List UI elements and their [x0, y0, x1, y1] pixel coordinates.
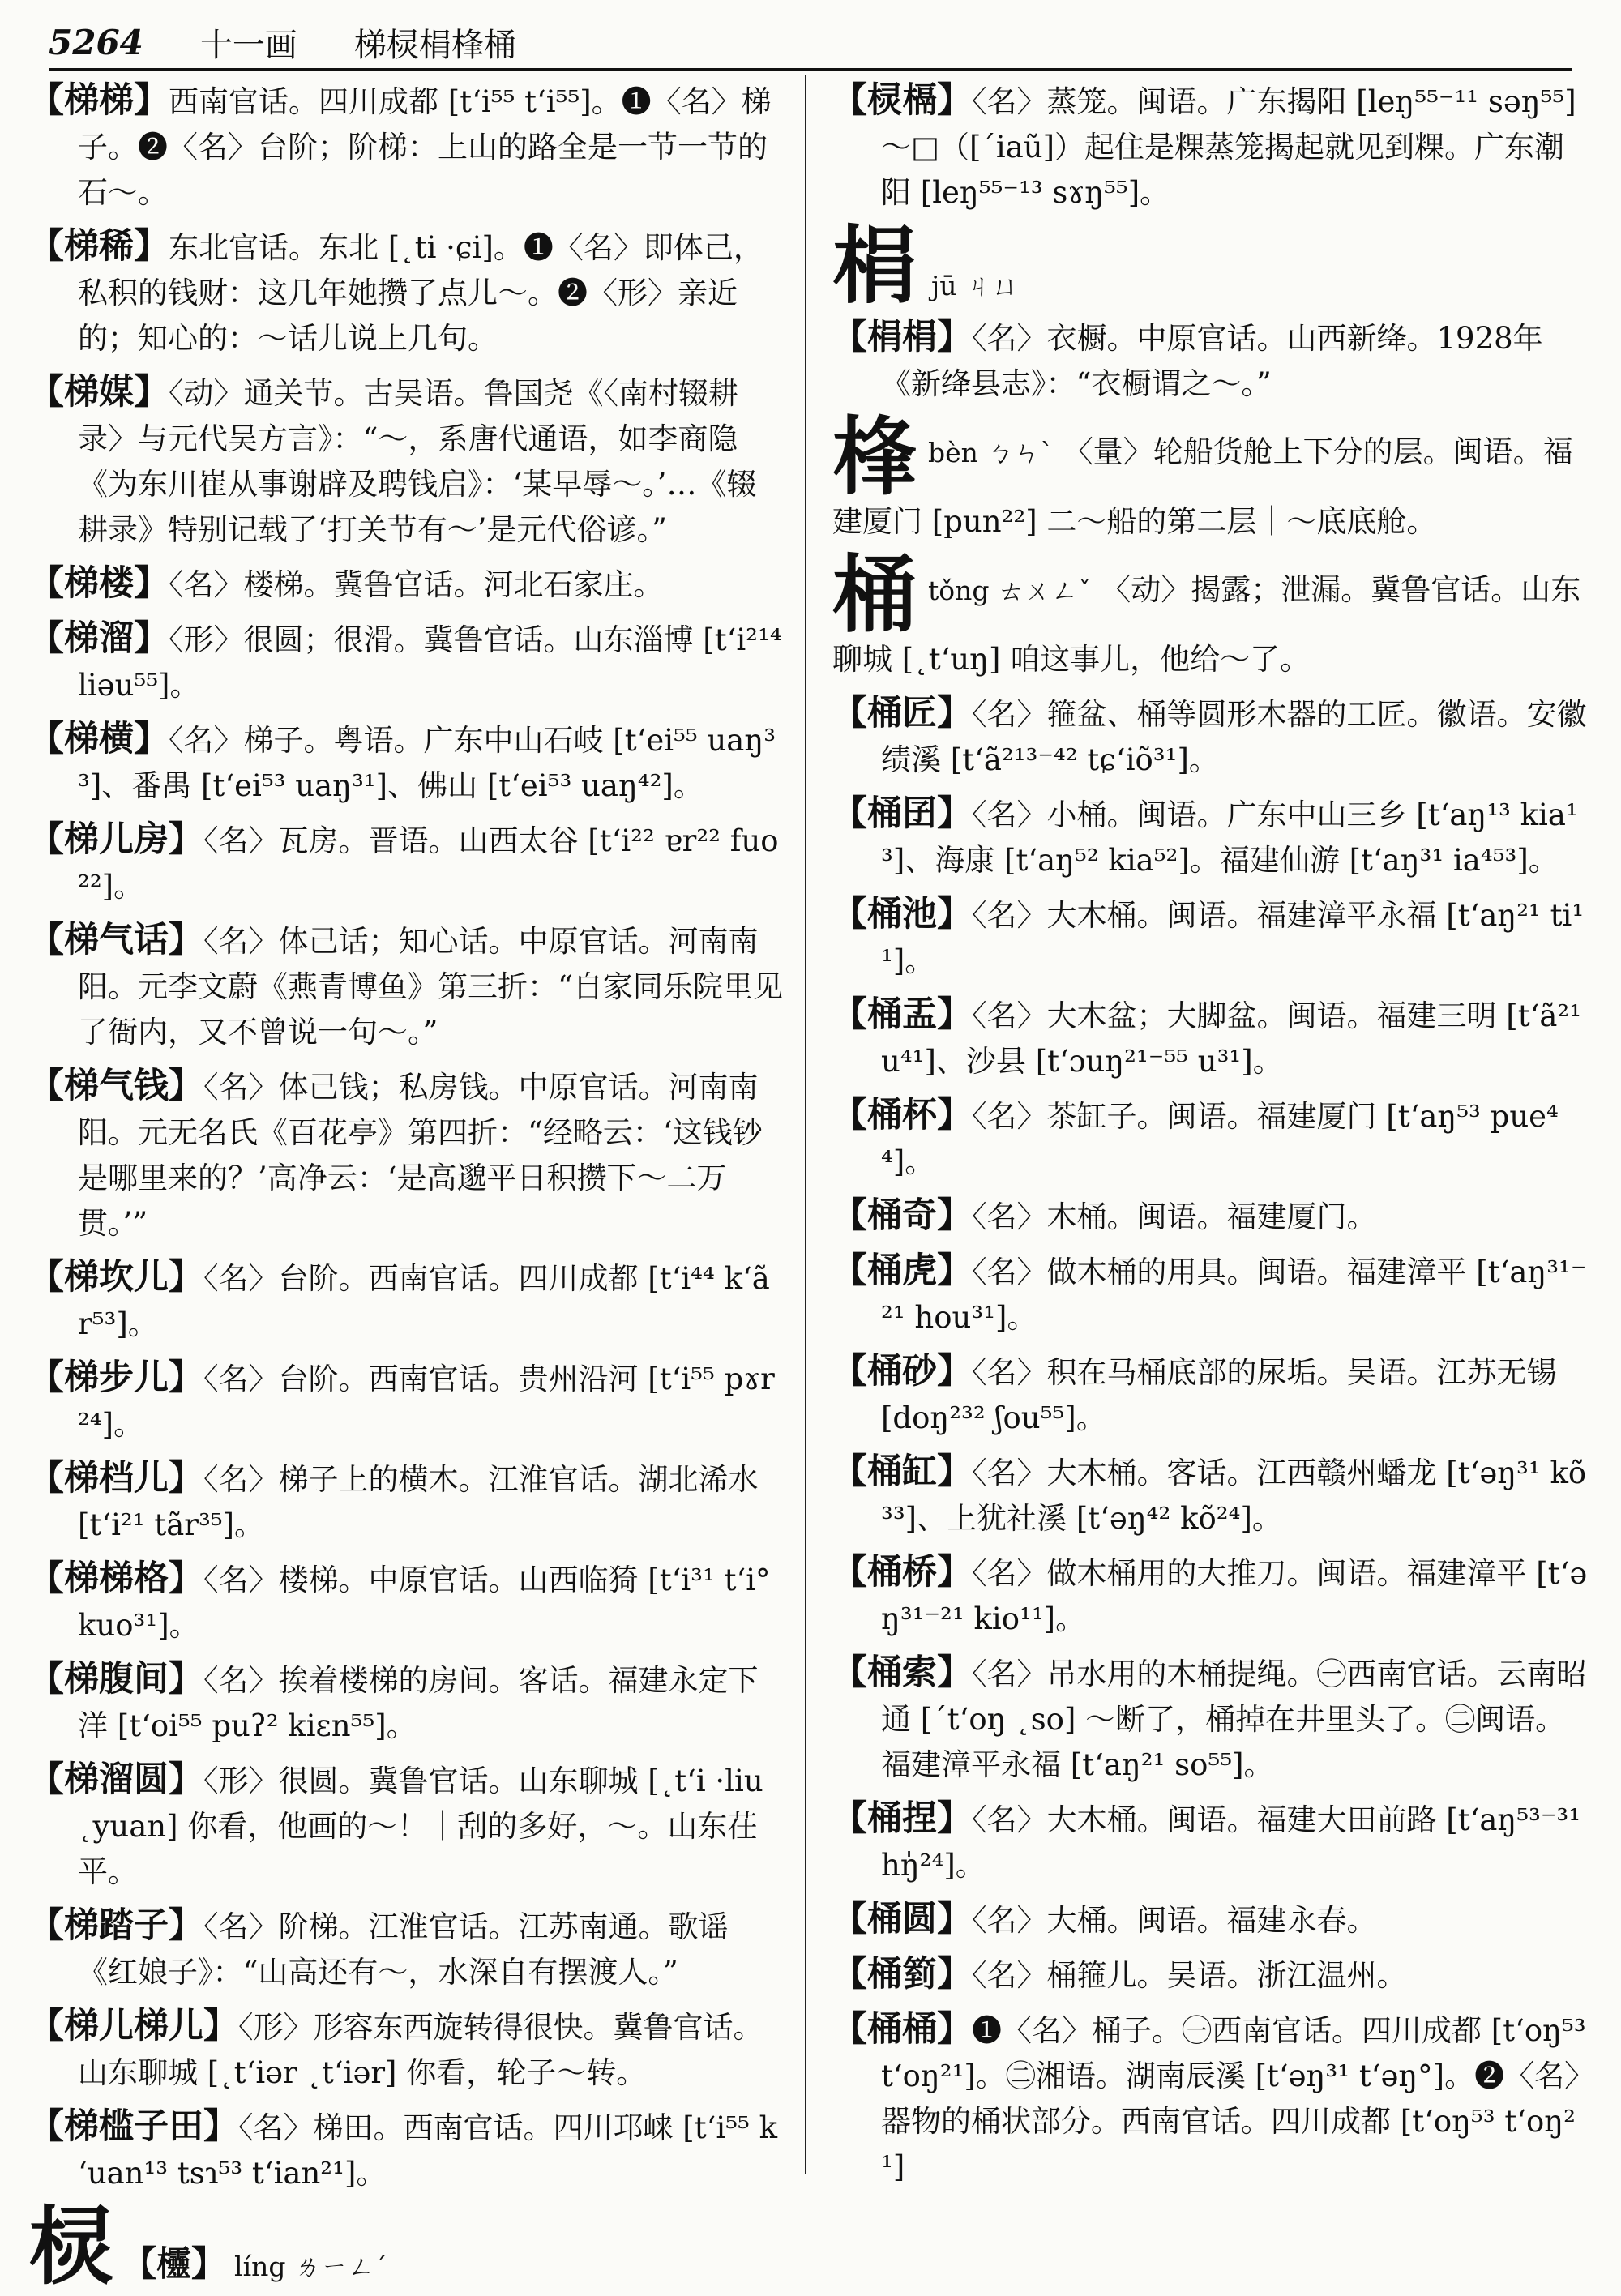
definition: 〈名〉大木桶。闽语。福建大田前路 [tʻaŋ⁵³⁻³¹ hŋ̍²⁴]。	[881, 1802, 1581, 1883]
dictionary-entry	[29, 1255, 783, 1347]
definition: 〈名〉小桶。闽语。广东中山三乡 [tʻaŋ¹³ kia¹³]、海康 [tʻaŋ⁵² kia⁵²]。福建仙游 [tʻaŋ³¹ ia⁴⁵³]。	[881, 797, 1578, 878]
definition: 〈名〉大桶。闽语。福建永春。	[972, 1903, 1377, 1938]
head-char: 棂	[29, 2196, 114, 2296]
definition: 〈名〉吊水用的木桶提绳。㊀西南官话。云南昭通 [ˊtʻoŋ ˛so] ～断了，桶掉在井里头了。㊁闽语。福建漳平永福 [tʻaŋ²¹ so⁵⁵]。	[881, 1657, 1587, 1782]
headword: 【梯坎儿】	[29, 1257, 203, 1298]
headword: 【梯踏子】	[29, 1905, 203, 1946]
definition: 〈名〉大木桶。客话。江西赣州蟠龙 [tʻəŋ³¹ kõ³³]、上犹社溪 [tʻəŋ⁴² kõ²⁴]。	[881, 1456, 1587, 1536]
definition: 〈名〉大木盆；大脚盆。闽语。福建三明 [tʻã²¹ u⁴¹]、沙县 [tʻɔuŋ²¹⁻⁵⁵ u³¹]。	[881, 998, 1582, 1079]
header-characters: 梯棂梋桻桶	[353, 26, 516, 64]
definition: 〈形〉形容东西旋转得很快。冀鲁官话。山东聊城 [˛tʻiər ˛tʻiər] 你看，轮子～转。	[78, 2010, 763, 2090]
head-entry-ju	[832, 216, 1594, 315]
dictionary-entry	[29, 2003, 783, 2096]
dictionary-entry	[832, 78, 1594, 216]
dictionary-entry	[832, 2007, 1594, 2190]
dictionary-entry	[29, 1355, 783, 1447]
definition: ❶〈名〉桶子。㊀西南官话。四川成都 [tʻoŋ⁵³ tʻoŋ²¹]。㊁湘语。湖南辰溪 [tʻəŋ³¹ tʻəŋ°]。❷〈名〉器物的桶状部分。西南官话。四川成都 [tʻoŋ⁵³ tʻoŋ²¹]	[881, 2013, 1586, 2184]
head-char: 桻	[832, 407, 917, 507]
headword: 【梯楼】	[29, 563, 169, 604]
definition: 〈名〉体己钱；私房钱。中原官话。河南南阳。元无名氏《百花亭》第四折：“经略云：‘这钱钞是哪里来的？’高净云：‘是高邈平日积攒下～二万贯。’”	[78, 1070, 763, 1241]
dictionary-entry	[832, 1248, 1594, 1340]
dictionary-entry	[29, 917, 783, 1055]
headword: 【梯气钱】	[29, 1066, 203, 1106]
left-entry-list	[29, 78, 783, 2196]
headword: 【桶砂】	[832, 1351, 972, 1392]
dictionary-entry	[832, 992, 1594, 1084]
headword: 【桶匠】	[832, 693, 972, 733]
headword: 【梯媒】	[29, 372, 169, 413]
definition: 〈名〉蒸笼。闽语。广东揭阳 [leŋ⁵⁵⁻¹¹ səŋ⁵⁵] ～□（[ˊiaũ]）起住是粿蒸笼揭起就见到粿。广东潮阳 [leŋ⁵⁵⁻¹³ sɤŋ⁵⁵]。	[881, 84, 1576, 210]
tong-entry-list	[832, 691, 1594, 2190]
page-header	[49, 18, 1572, 66]
stroke-section: 十一画	[199, 26, 297, 64]
definition: 〈名〉木桶。闽语。福建厦门。	[972, 1199, 1377, 1234]
head-pinyin: líng ㄌㄧㄥˊ	[234, 2251, 388, 2282]
headword: 【桶奇】	[832, 1195, 972, 1236]
definition: 〈名〉梯子上的横木。江淮官话。湖北浠水 [tʻi²¹ tãr³⁵]。	[78, 1462, 759, 1542]
dictionary-entry	[29, 370, 783, 553]
ju-entry-list	[832, 314, 1594, 407]
headword: 【梯腹间】	[29, 1659, 203, 1700]
dictionary-entry	[832, 1550, 1594, 1642]
headword: 【梯气话】	[29, 920, 203, 960]
dictionary-entry	[832, 791, 1594, 883]
head-pinyin: tǒng ㄊㄨㄥˇ	[928, 575, 1092, 606]
dictionary-entry	[29, 1063, 783, 1246]
headword: 【桶池】	[832, 894, 972, 934]
header-rule	[49, 68, 1572, 71]
definition: 〈名〉台阶。西南官话。贵州沿河 [tʻi⁵⁵ pɤr²⁴]。	[78, 1362, 775, 1442]
headword: 【梯槛子田】	[29, 2106, 238, 2147]
headword: 【桶桥】	[832, 1552, 972, 1593]
dictionary-entry	[832, 1349, 1594, 1441]
definition: 〈名〉瓦房。晋语。山西太谷 [tʻi²² ɐr²² fuo²²]。	[78, 823, 779, 904]
definition: 东北官话。东北 [˛ti ·ɕi]。❶〈名〉即体己，私积的钱财：这几年她攒了点儿～。❷〈形〉亲近的；知心的：～话儿说上几句。	[78, 230, 763, 356]
headword: 【桶箌】	[832, 1954, 972, 1995]
headword: 【梯儿房】	[29, 819, 203, 860]
headword: 【梯溜】	[29, 618, 169, 659]
head-entry-ling	[29, 2196, 783, 2296]
page-number: 5264	[49, 22, 143, 62]
headword: 【梋梋】	[832, 317, 972, 357]
dictionary-entry	[832, 1796, 1594, 1888]
right-column	[832, 78, 1594, 2184]
headword: 【梯档儿】	[29, 1458, 203, 1499]
definition: 〈名〉大木桶。闽语。福建漳平永福 [tʻaŋ²¹ ti¹¹]。	[881, 898, 1585, 978]
headword: 【梯稀】	[29, 226, 169, 267]
head-definition: 〈动〉揭露；泄漏。冀鲁官话。山东聊城 [˛tʻuŋ] 咱这事儿，他给～了。	[832, 572, 1581, 677]
head-definition: 〈量〉轮船货舱上下分的层。闽语。福建厦门 [pun²²] 二～船的第二层｜～底底舱。	[832, 434, 1573, 539]
dictionary-entry	[832, 1449, 1594, 1541]
dictionary-entry	[29, 616, 783, 708]
dictionary-entry	[832, 891, 1594, 984]
dictionary-entry	[29, 1903, 783, 1995]
dictionary-entry	[832, 1193, 1594, 1240]
dictionary-entry	[832, 1092, 1594, 1185]
dictionary-entry	[29, 1556, 783, 1648]
headword: 【桶捏】	[832, 1798, 972, 1839]
definition: 〈名〉做木桶用的大推刀。闽语。福建漳平 [tʻəŋ³¹⁻²¹ kio¹¹]。	[881, 1556, 1588, 1636]
dictionary-entry	[29, 561, 783, 608]
headword: 【桶索】	[832, 1653, 972, 1693]
definition: 〈名〉箍盆、桶等圆形木器的工匠。徽语。安徽绩溪 [tʻã²¹³⁻⁴² tɕʻiõ³¹]。	[881, 697, 1587, 777]
dictionary-entry	[29, 716, 783, 809]
definition: 〈名〉茶缸子。闽语。福建厦门 [tʻaŋ⁵³ pue⁴⁴]。	[881, 1099, 1559, 1179]
headword: 【桶缸】	[832, 1452, 972, 1492]
dictionary-entry	[29, 817, 783, 909]
definition: 〈名〉挨着楼梯的房间。客话。福建永定下洋 [tʻoi⁵⁵ puʔ² kiɛn⁵⁵]。	[78, 1663, 759, 1743]
definition: 〈名〉衣橱。中原官话。山西新绛。1928年《新绛县志》：“衣橱谓之～。”	[881, 321, 1543, 401]
dictionary-entry	[29, 224, 783, 361]
head-pinyin: bèn ㄅㄣˋ	[928, 437, 1054, 468]
head-char: 梋	[832, 216, 917, 315]
definition: 〈动〉通关节。古吴语。鲁国尧《〈南村辍耕录〉与元代吴方言》：“～，系唐代通语，如李商隐《为东川崔从事谢辟及聘钱启》：‘某早辱～。’…《辍耕录》特别记载了‘打关节有～’是元代俗谚。”	[78, 376, 757, 547]
definition: 〈名〉楼梯。冀鲁官话。河北石家庄。	[169, 567, 664, 602]
definition: 西南官话。四川成都 [tʻi⁵⁵ tʻi⁵⁵]。❶〈名〉梯子。❷〈名〉台阶；阶梯：上山的路全是一节一节的石～。	[78, 84, 772, 210]
dictionary-entry	[832, 1650, 1594, 1788]
dictionary-entry	[29, 1657, 783, 1749]
headword: 【梯儿梯儿】	[29, 2006, 238, 2046]
definition: 〈名〉积在马桶底部的尿垢。吴语。江苏无锡 [doŋ²³² ʃou⁵⁵]。	[881, 1355, 1557, 1435]
headword: 【梯梯格】	[29, 1558, 203, 1599]
headword: 【梯溜圆】	[29, 1759, 203, 1800]
definition: 〈名〉体己话；知心话。中原官话。河南南阳。元李文蔚《燕青博鱼》第三折：“自家同乐院里见了衙内，又不曾说一句～。”	[78, 924, 783, 1050]
head-entry-ben	[832, 407, 1594, 545]
headword: 【梯横】	[29, 719, 169, 759]
head-entry-tong	[832, 545, 1594, 682]
dictionary-entry	[832, 1952, 1594, 1999]
headword: 【桶杯】	[832, 1095, 972, 1135]
column-divider	[805, 75, 806, 2174]
dictionary-entry	[29, 2104, 783, 2196]
definition: 〈名〉梯田。西南官话。四川邛崃 [tʻi⁵⁵ kʻuan¹³ tsɿ⁵³ tʻian²¹]。	[78, 2110, 778, 2191]
headword: 【桶桶】	[832, 2009, 972, 2050]
definition: 〈名〉桶箍儿。吴语。浙江温州。	[972, 1958, 1407, 1993]
headword: 【桶盂】	[832, 994, 972, 1035]
dictionary-entry	[29, 1757, 783, 1895]
dictionary-entry	[29, 1456, 783, 1548]
headword: 【棂槅】	[832, 80, 972, 121]
dictionary-entry	[832, 691, 1594, 783]
dictionary-entry	[832, 314, 1594, 407]
definition: 〈名〉阶梯。江淮官话。江苏南通。歌谣《红娘子》：“山高还有～，水深自有摆渡人。”	[78, 1909, 729, 1990]
definition: 〈名〉梯子。粤语。广东中山石岐 [tʻei⁵⁵ uaŋ³³]、番禺 [tʻei⁵³ uaŋ³¹]、佛山 [tʻei⁵³ uaŋ⁴²]。	[78, 723, 776, 803]
head-pinyin: jū ㄐㄩ	[931, 270, 1019, 301]
dictionary-entry	[832, 1896, 1594, 1943]
dictionary-entry	[29, 78, 783, 216]
head-char: 桶	[832, 545, 917, 644]
definition: 〈名〉做木桶的用具。闽语。福建漳平 [tʻaŋ³¹⁻²¹ hou³¹]。	[881, 1255, 1587, 1335]
headword: 【桶圆】	[832, 1899, 972, 1939]
definition: 〈形〉很圆。冀鲁官话。山东聊城 [˛tʻi ·liu ˛yuan] 你看，他画的～！｜刮的多好，～。山东茌平。	[78, 1764, 763, 1889]
headword: 【欞】	[122, 2244, 227, 2285]
headword: 【梯步儿】	[29, 1358, 203, 1398]
definition: 〈形〉很圆；很滑。冀鲁官话。山东淄博 [tʻi²¹⁴ liəu⁵⁵]。	[78, 622, 782, 703]
left-column	[29, 78, 783, 2296]
headword: 【桶虎】	[832, 1251, 972, 1291]
definition: 〈名〉楼梯。中原官话。山西临猗 [tʻi³¹ tʻi° kuo³¹]。	[78, 1563, 771, 1643]
headword: 【桶囝】	[832, 793, 972, 834]
headword: 【梯梯】	[29, 80, 169, 121]
definition: 〈名〉台阶。西南官话。四川成都 [tʻi⁴⁴ kʻãr⁵³]。	[78, 1261, 770, 1341]
